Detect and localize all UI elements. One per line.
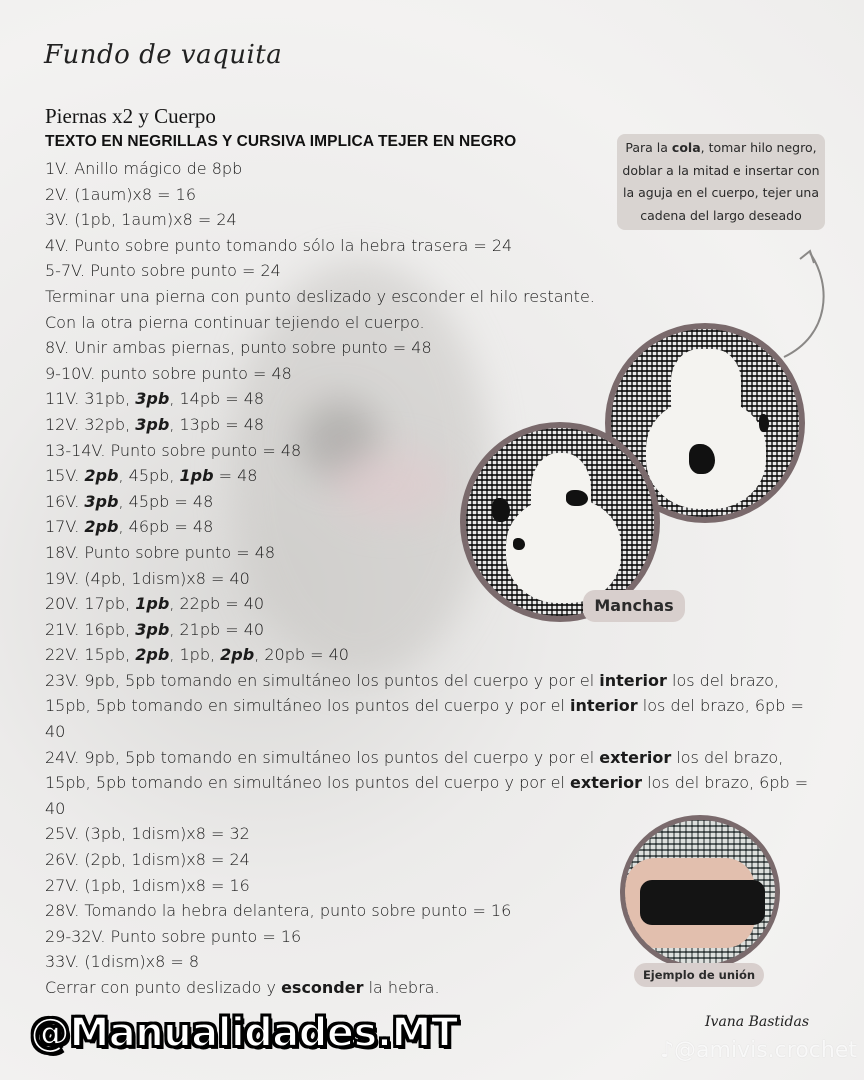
instruction-line [45,284,825,310]
tail-note-box [617,134,825,230]
instruction-text: , 13pb = 48 [169,414,265,434]
instruction-text: 33V. (1dism)x8 = 8 [45,952,200,972]
instruction-text: 13-14V. Punto sobre punto = 48 [45,440,302,460]
label-join-example: Ejemplo de unión [634,963,764,987]
instruction-text: 24V. 9pb, 5pb tomando en simultáneo los puntos del cuerpo y por el [45,747,600,767]
author-signature: Ivana Bastidas [705,1014,810,1030]
watermark-handle: @Manualidades.MT [30,1010,458,1056]
instruction-text: los del brazo, 15pb, 5pb tomando en simultáneo los puntos del cuerpo y por el [45,670,780,716]
instruction-line [45,258,825,284]
instruction-text: , 22pb = 40 [169,594,265,614]
emphasis-text: exterior [570,773,642,793]
black-yarn-stitch: 3pb [135,619,170,639]
emphasis-text: esconder [281,978,364,997]
tail-note-pre: Para la [625,140,672,155]
instruction-text: 29-32V. Punto sobre punto = 16 [45,926,302,946]
instruction-text: , 1pb, [169,645,221,665]
instruction-text: , 46pb = 48 [118,517,214,537]
instruction-text: 5-7V. Punto sobre punto = 24 [45,261,281,281]
instruction-text: los del brazo, 6pb = 40 [45,696,804,742]
instruction-text: 15V. [45,466,85,486]
instruction-text: 12V. 32pb, [45,414,136,434]
subtitle-legend: TEXTO EN NEGRILLAS Y CURSIVA IMPLICA TEJER EN NEGRO [45,133,517,150]
instruction-text: 11V. 31pb, [45,389,136,409]
instruction-text: 18V. Punto sobre punto = 48 [45,542,276,562]
instruction-text: 8V. Unir ambas piernas, punto sobre punto = 48 [45,338,432,358]
instruction-text: la hebra. [363,978,440,997]
black-yarn-stitch: 2pb [220,645,255,665]
black-yarn-stitch: 1pb [179,466,214,486]
instruction-text: 19V. (4pb, 1dism)x8 = 40 [45,568,250,588]
instruction-text: 28V. Tomando la hebra delantera, punto sobre punto = 16 [45,901,512,921]
instruction-text: 26V. (2pb, 1dism)x8 = 24 [45,850,250,870]
instruction-text: , 21pb = 40 [169,619,265,639]
black-yarn-stitch: 3pb [84,491,119,511]
instruction-text: 2V. (1aum)x8 = 16 [45,184,197,204]
instruction-text: , 45pb, [118,466,180,486]
tail-note-bold: cola [671,140,701,155]
black-yarn-stitch: 1pb [135,594,170,614]
instruction-text: 25V. (3pb, 1dism)x8 = 32 [45,824,250,844]
instruction-line [45,540,825,566]
black-yarn-stitch: 2pb [135,645,170,665]
black-yarn-stitch: 3pb [135,414,170,434]
instruction-text: Terminar una pierna con punto deslizado y esconder el hilo restante. [45,286,595,306]
instruction-line [45,233,825,259]
curved-arrow-icon [770,245,830,360]
instruction-text: 21V. 16pb, [45,619,136,639]
instruction-line [45,642,825,668]
instruction-text: los del brazo, 6pb = 40 [45,773,809,818]
instruction-text: los del brazo, 15pb, 5pb tomando en simultáneo los puntos del cuerpo y por el [45,747,784,793]
instruction-text: 27V. (1pb, 1dism)x8 = 16 [45,875,250,895]
instruction-text: 17V. [45,517,85,537]
emphasis-text: interior [599,670,667,690]
instruction-text: Cerrar con punto deslizado y [45,978,282,997]
instruction-text: 3V. (1pb, 1aum)x8 = 24 [45,210,237,230]
photo-join-example [620,815,780,970]
instruction-text: 23V. 9pb, 5pb tomando en simultáneo los puntos del cuerpo y por el [45,670,600,690]
instruction-line [45,745,825,822]
label-manchas: Manchas [583,590,685,622]
instruction-text: , 20pb = 40 [254,645,349,665]
tail-note-post: , tomar hilo negro, doblar a la mitad e insertar con la aguja en el cuerpo, tejer una cadena del largo deseado [622,140,820,223]
tiktok-icon: ♪ [660,1038,675,1063]
instruction-text: 4V. Punto sobre punto tomando sólo la hebra trasera = 24 [45,235,513,255]
emphasis-text: exterior [599,747,672,767]
instruction-text: 9-10V. punto sobre punto = 48 [45,363,292,383]
instruction-text: 16V. [45,491,85,511]
instruction-line [45,668,825,745]
instruction-text: = 48 [213,466,258,486]
instruction-line [45,617,825,643]
tiktok-handle: @amivis.crochet [674,1038,857,1063]
black-yarn-stitch: 3pb [135,389,170,409]
section-title: Piernas x2 y Cuerpo [45,104,216,128]
instruction-line [45,566,825,592]
emphasis-text: interior [570,696,638,716]
black-yarn-stitch: 2pb [84,466,119,486]
instruction-text: , 14pb = 48 [169,389,265,409]
instruction-line [45,591,825,617]
tiktok-watermark [660,1038,857,1063]
instruction-text: 22V. 15pb, [45,645,136,665]
script-title: Fundo de vaquita [44,40,283,70]
instruction-text: , 45pb = 48 [118,491,214,511]
black-yarn-stitch: 2pb [84,517,119,537]
instruction-text: 20V. 17pb, [45,594,136,614]
instruction-text: 1V. Anillo mágico de 8pb [45,159,243,178]
instruction-text: Con la otra pierna continuar tejiendo el cuerpo. [45,312,425,332]
